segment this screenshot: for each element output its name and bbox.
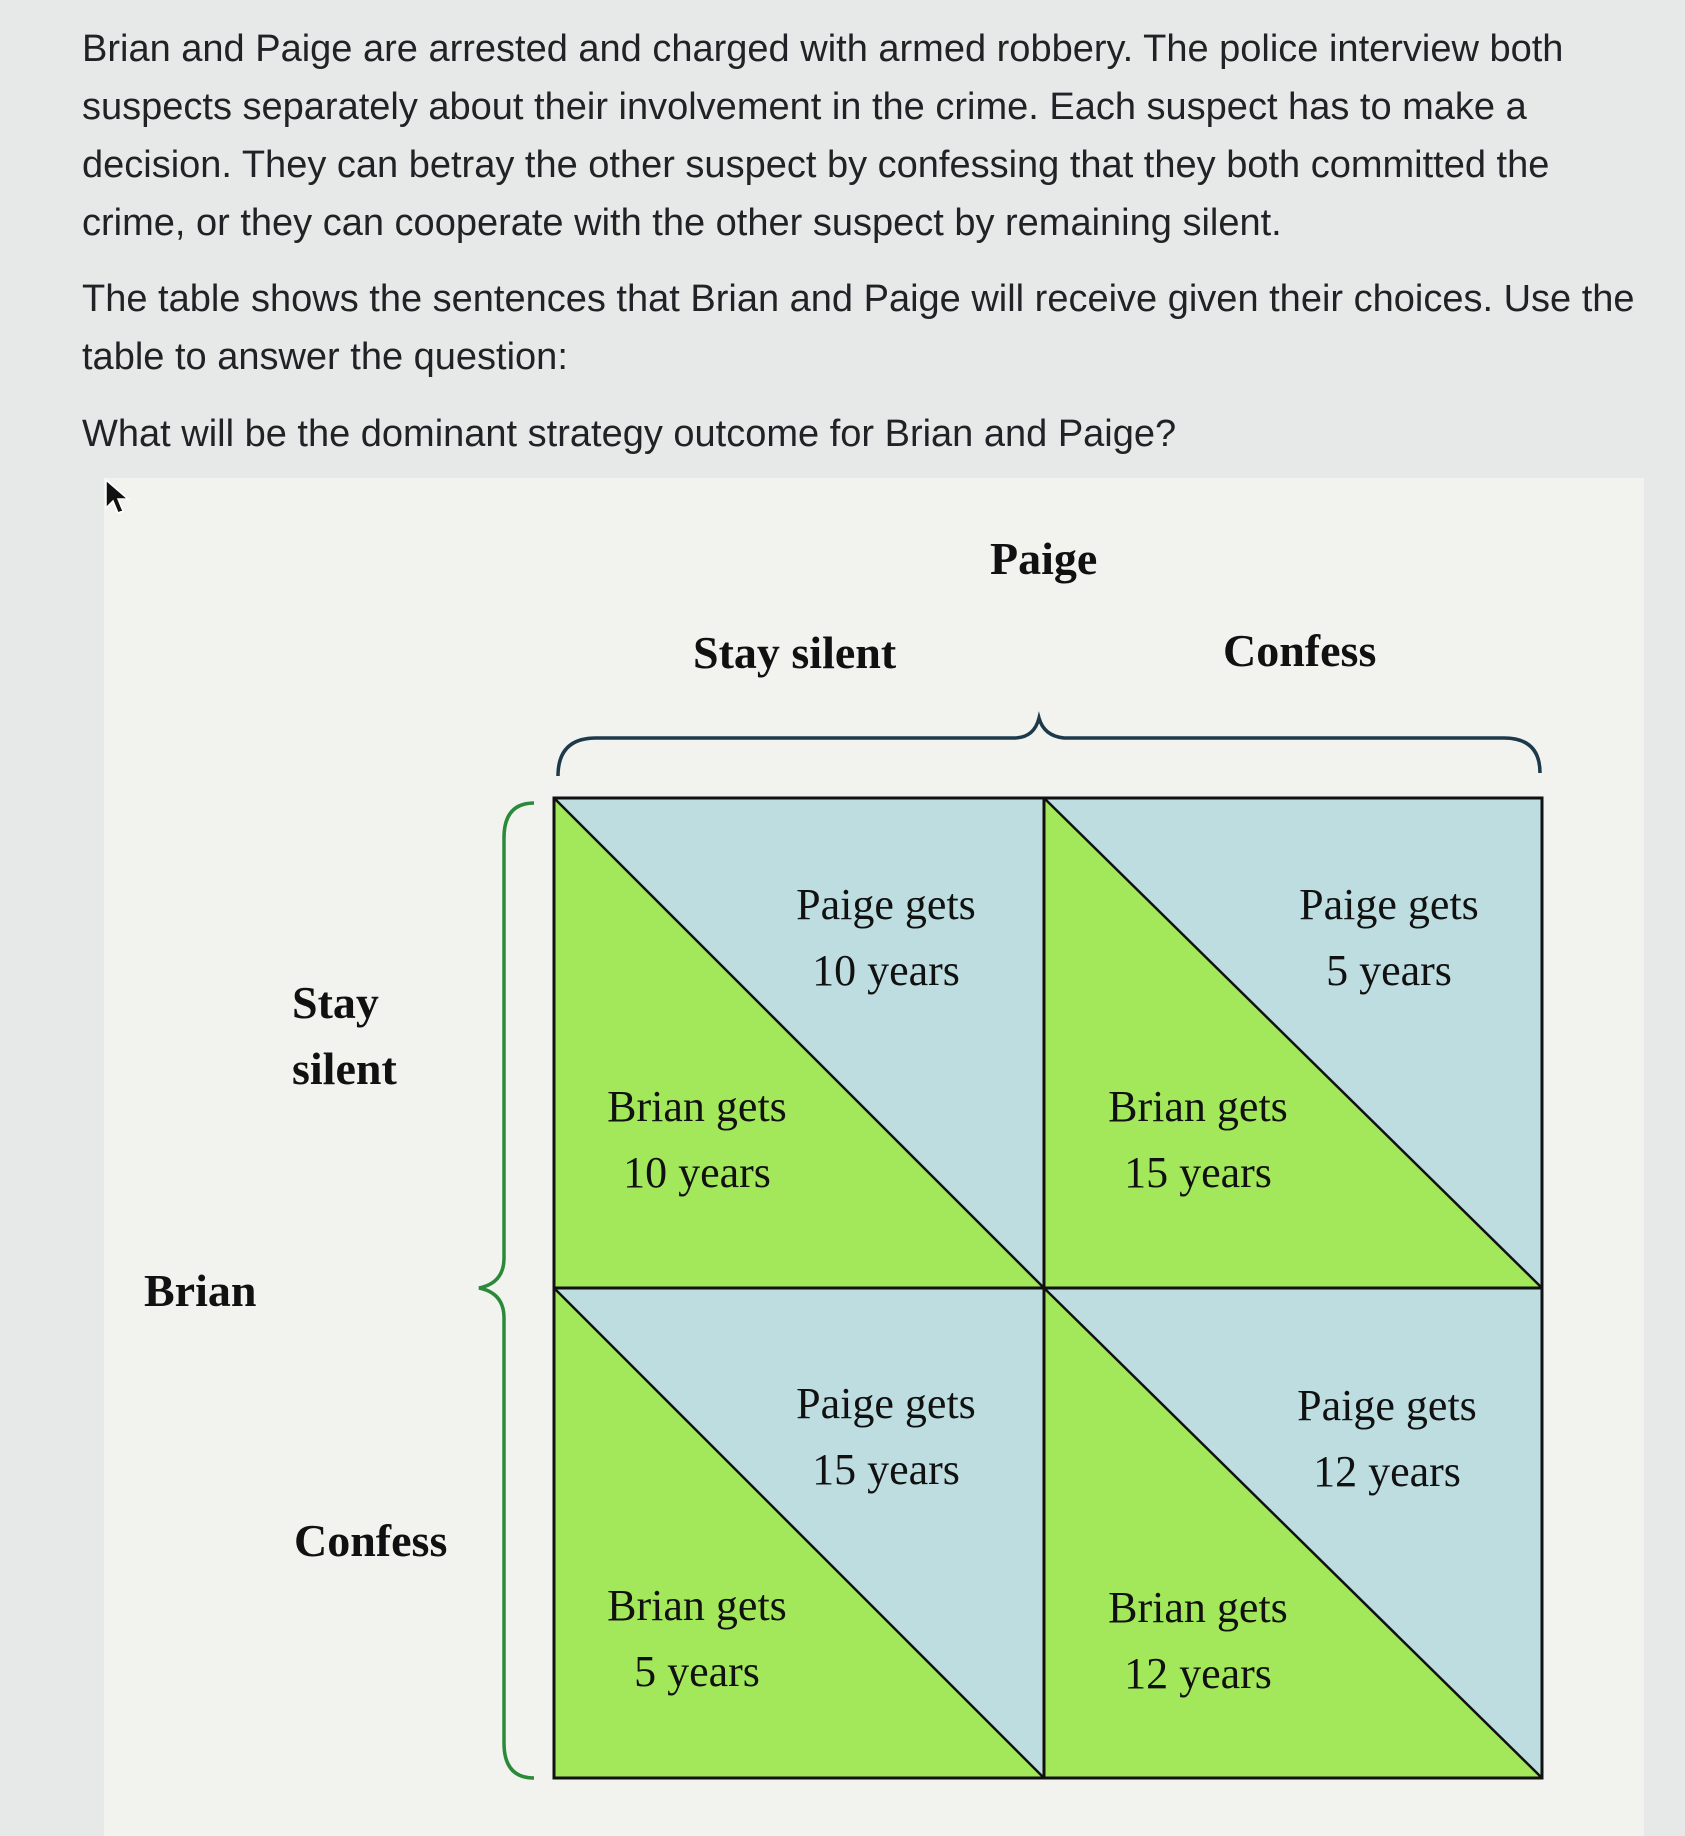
cell-confess-silent-brian-text: Brian gets 5 years — [607, 1581, 787, 1696]
cell-confess-confess-paige-text: Paige gets 12 years — [1297, 1381, 1477, 1496]
cell-confess-silent-paige-text: Paige gets 15 years — [796, 1379, 976, 1494]
row-option-stay-silent-line1: Stay — [292, 977, 379, 1028]
row-player-label: Brian — [144, 1265, 257, 1316]
column-option-confess: Confess — [1223, 625, 1377, 676]
row-option-confess: Confess — [294, 1515, 448, 1566]
column-player-label: Paige — [990, 533, 1098, 584]
question-prompt: What will be the dominant strategy outcome for Brian and Paige? — [82, 413, 1177, 455]
cell-silent-confess-brian-text: Brian gets 15 years — [1108, 1082, 1288, 1197]
row-option-stay-silent-line2: silent — [292, 1043, 397, 1094]
column-bracket — [558, 718, 1540, 776]
payoff-matrix-figure — [104, 478, 1644, 1836]
question-paragraph-2: The table shows the sentences that Brian and Paige will receive given their choices. Use the table to answer the question: — [82, 278, 1635, 378]
cell-silent-confess-paige-text: Paige gets 5 years — [1299, 880, 1479, 995]
cell-silent-silent-paige-text: Paige gets 10 years — [796, 880, 976, 995]
cell-confess-confess-brian-text: Brian gets 12 years — [1108, 1583, 1288, 1698]
column-option-stay-silent: Stay silent — [693, 627, 897, 678]
question-paragraph-1: Brian and Paige are arrested and charged with armed robbery. The police interview both suspects separately about their involvement in the crime. Each suspect has to make a decision. They can betray the other suspect by confessing that they both committed the crime, or they can cooperate with the other suspect by remaining silent. — [82, 28, 1564, 244]
cell-silent-silent-brian-text: Brian gets 10 years — [607, 1082, 787, 1197]
mouse-cursor-icon — [104, 478, 134, 518]
row-bracket — [479, 803, 534, 1778]
